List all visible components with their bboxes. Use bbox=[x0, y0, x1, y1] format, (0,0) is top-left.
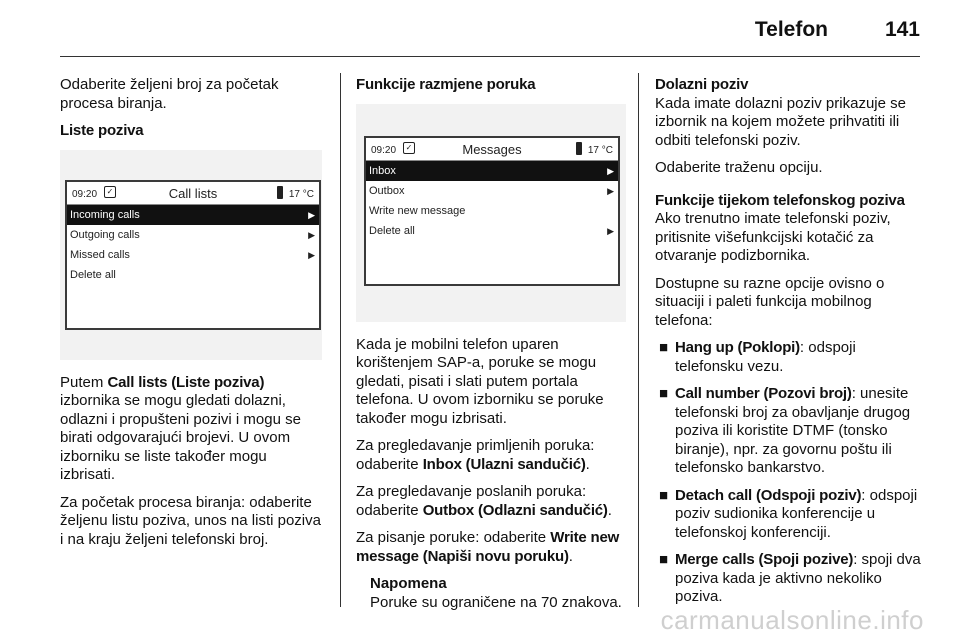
chevron-right-icon: ▶ bbox=[308, 249, 315, 260]
column-divider bbox=[638, 73, 639, 607]
note-block bbox=[356, 575, 626, 612]
call-lists-screenshot bbox=[60, 150, 322, 360]
menu-item-incoming-calls[interactable] bbox=[67, 205, 319, 225]
menu-item-label: Delete all bbox=[369, 224, 415, 237]
watermark: carmanualsonline.info bbox=[660, 605, 924, 635]
section-heading-messaging: Funkcije razmjene poruka bbox=[356, 76, 536, 93]
chevron-right-icon: ▶ bbox=[607, 185, 614, 196]
chevron-right-icon: ▶ bbox=[607, 225, 614, 236]
page-header bbox=[60, 0, 920, 57]
menu-item-label: Missed calls bbox=[70, 248, 130, 261]
screen-title: Messages bbox=[462, 141, 522, 157]
inbox-instructions: Za pregledavanje primljenih poruka: odaberite Inbox (Ulazni sandučić). bbox=[356, 437, 595, 473]
screen-temperature: 17 °C bbox=[587, 144, 613, 156]
menu-item-missed-calls[interactable] bbox=[67, 245, 319, 265]
chevron-right-icon: ▶ bbox=[308, 229, 315, 240]
display-screen bbox=[364, 136, 620, 286]
screen-status-bar bbox=[67, 182, 319, 205]
section-heading-call-lists: Liste poziva bbox=[60, 122, 144, 139]
menu-item-label: Delete all bbox=[70, 268, 116, 281]
section-heading-incoming-call: Dolazni poziv bbox=[655, 76, 749, 93]
menu-item-inbox[interactable] bbox=[366, 161, 618, 181]
column-1 bbox=[60, 76, 322, 558]
incoming-call-description: Kada imate dolazni poziv prikazuje se izbornik na kojem možete prihvatiti ili odbiti telefonski poziv. bbox=[655, 94, 906, 149]
screen-status-bar bbox=[366, 138, 618, 161]
select-option-text: Odaberite traženu opciju. bbox=[655, 159, 823, 176]
bullet-detach-call: ■ Detach call (Odspoji poziv): odspoji poziv sudionika konferencije u telefonskoj konferenciji. bbox=[659, 486, 918, 541]
outbox-instructions: Za pregledavanje poslanih poruka: odaberite Outbox (Odlazni sandučić). bbox=[356, 483, 612, 519]
header-title: Telefon bbox=[754, 18, 828, 41]
square-bullet-icon: ■ bbox=[659, 551, 669, 568]
thermometer-icon bbox=[277, 186, 283, 199]
square-bullet-icon: ■ bbox=[659, 339, 669, 356]
menu-item-label: Outbox bbox=[369, 184, 405, 197]
note-text: Poruke su ograničene na 70 znakova. bbox=[370, 593, 622, 611]
dialing-instructions: Za početak procesa biranja: odaberite željenu listu poziva, unos na listi poziva i na kraju željeni telefonski broj. bbox=[60, 493, 321, 548]
column-divider bbox=[340, 73, 341, 607]
menu-item-outgoing-calls[interactable] bbox=[67, 225, 319, 245]
bullet-merge-calls: ■ Merge calls (Spoji pozive): spoji dva poziva kada je aktivno nekoliko poziva. bbox=[659, 551, 921, 605]
thermometer-icon bbox=[576, 142, 582, 155]
square-bullet-icon: ■ bbox=[659, 385, 669, 402]
phone-connected-icon: ✓ bbox=[403, 142, 415, 154]
menu-item-label: Outgoing calls bbox=[70, 228, 140, 241]
square-bullet-icon: ■ bbox=[659, 486, 669, 504]
screen-title: Call lists bbox=[168, 185, 218, 201]
chevron-right-icon: ▶ bbox=[607, 165, 614, 176]
screen-time: 09:20 bbox=[371, 144, 397, 156]
bullet-call-number: ■ Call number (Pozovi broj): unesite telefonski broj za obavljanje drugog poziva ili koristite DTMF (tonsko biranje), npr. za govornu poštu ili telefonsko bankarstvo. bbox=[659, 385, 911, 476]
display-screen bbox=[65, 180, 321, 330]
screen-temperature: 17 °C bbox=[288, 188, 314, 200]
intro-text: Odaberite željeni broj za početak procesa biranja. bbox=[60, 76, 279, 112]
messages-screenshot bbox=[356, 104, 626, 322]
page-number: 141 bbox=[884, 18, 920, 41]
note-title: Napomena bbox=[370, 575, 447, 592]
phone-connected-icon: ✓ bbox=[104, 186, 116, 198]
bullet-hang-up: ■ Hang up (Poklopi): odspoji telefonsku vezu. bbox=[659, 339, 856, 375]
menu-item-outbox[interactable] bbox=[366, 181, 618, 201]
call-lists-description: Putem Call lists (Liste poziva) izbornika se mogu gledati dolazni, odlazni i propušteni pozivi i mogu se birati odgovarajući brojevi. U ovom izborniku se liste također mogu izbrisati. bbox=[60, 373, 301, 483]
menu-item-delete-all[interactable] bbox=[366, 221, 618, 241]
menu-item-label: Inbox bbox=[369, 164, 396, 177]
options-intro: Dostupne su razne opcije ovisno o situaciji i paleti funkcija mobilnog telefona: bbox=[655, 274, 885, 329]
menu-item-label: Write new message bbox=[369, 204, 466, 217]
call-functions-description: Ako trenutno imate telefonski poziv, pritisnite višefunkcijski kotačić za otvaranje podizbornika. bbox=[655, 210, 891, 264]
screen-time: 09:20 bbox=[72, 188, 98, 200]
column-3 bbox=[655, 76, 925, 616]
column-2 bbox=[356, 76, 626, 612]
section-heading-call-functions: Funkcije tijekom telefonskog poziva bbox=[655, 191, 905, 209]
menu-item-write-new-message[interactable] bbox=[366, 201, 618, 221]
messaging-description: Kada je mobilni telefon uparen korištenjem SAP-a, poruke se mogu gledati, pisati i slati putem portala telefona. U ovom izborniku se poruke također mogu izbrisati. bbox=[356, 335, 604, 427]
menu-item-label: Incoming calls bbox=[70, 208, 140, 221]
menu-item-delete-all[interactable] bbox=[67, 265, 319, 285]
write-message-instructions: Za pisanje poruke: odaberite Write new message (Napiši novu poruku). bbox=[356, 529, 620, 565]
chevron-right-icon: ▶ bbox=[308, 209, 315, 220]
